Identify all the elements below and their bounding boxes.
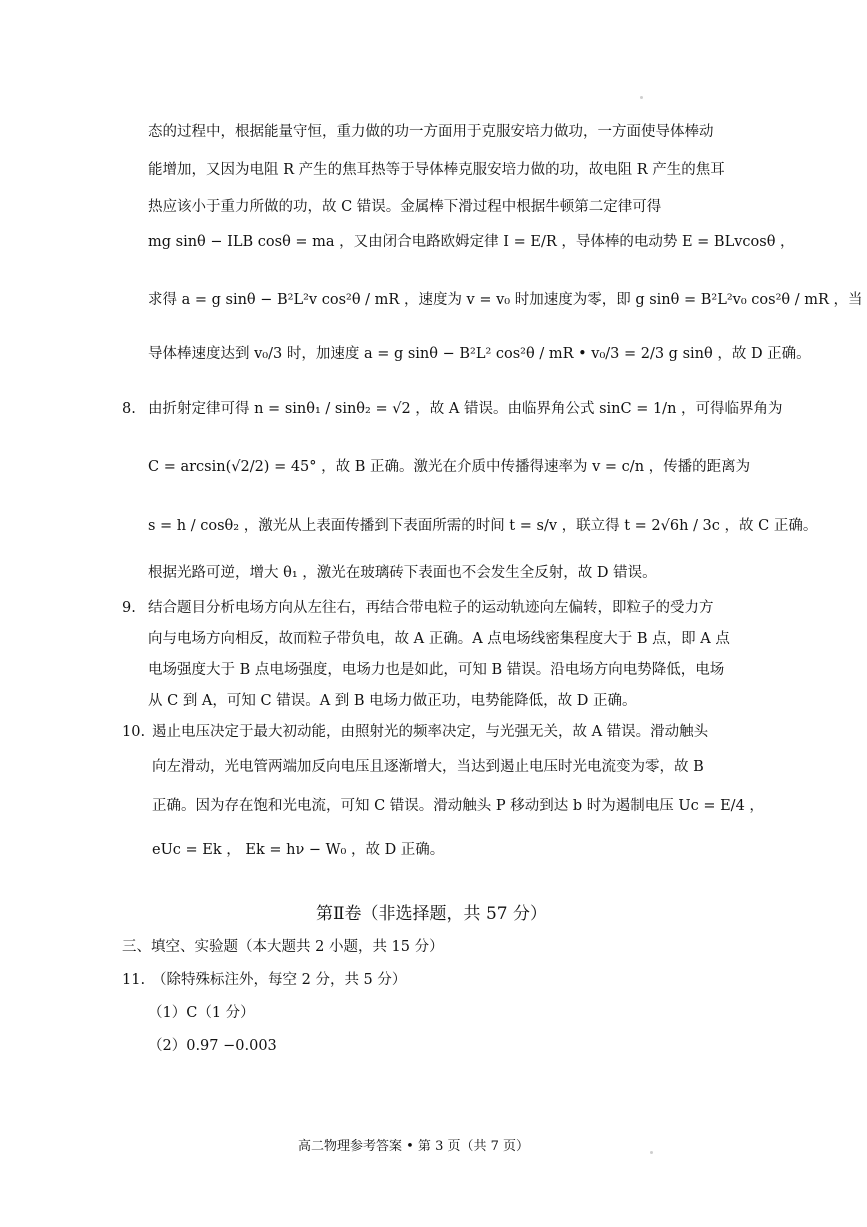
q8-line-2: C = arcsin(√2/2) = 45° ，故 B 正确。激光在介质中传播得速率为 v = c/n ，传播的距离为	[148, 459, 751, 475]
q10-line-3: 正确。因为存在饱和光电流，可知 C 错误。滑动触头 P 移动到达 b 时为遏制电压 Uc = E/4 ，	[152, 798, 764, 814]
q9-number: 9.	[122, 600, 136, 616]
q7-line-1: 态的过程中，根据能量守恒，重力做的功一方面用于克服安培力做功，一方面使导体棒动	[148, 124, 714, 140]
q10-line-4: eUc = Ek ， Ek = hν − W₀ ，故 D 正确。	[152, 842, 445, 858]
q9-line-1: 结合题目分析电场方向从左往右，再结合带电粒子的运动轨迹向左偏转，即粒子的受力方	[148, 600, 714, 616]
q8-line-3: s = h / cosθ₂ ，激光从上表面传播到下表面所需的时间 t = s/v ，联立得 t = 2√6h / 3c ，故 C 正确。	[148, 518, 818, 534]
q11-answer-2: （2）0.97 −0.003	[148, 1038, 277, 1054]
q7-line-3: 热应该小于重力所做的功，故 C 错误。金属棒下滑过程中根据牛顿第二定律可得	[148, 199, 662, 215]
q8-line-4: 根据光路可逆，增大 θ₁ ，激光在玻璃砖下表面也不会发生全反射，故 D 错误。	[148, 565, 657, 581]
q7-line-4: mg sinθ − ILB cosθ = ma ，又由闭合电路欧姆定律 I = E/R ，导体棒的电动势 E = BLvcosθ ，	[148, 234, 795, 250]
q9-line-4: 从 C 到 A，可知 C 错误。A 到 B 电场力做正功，电势能降低，故 D 正确。	[148, 693, 637, 709]
q8-line-1: 由折射定律可得 n = sinθ₁ / sinθ₂ = √2 ，故 A 错误。由临界角公式 sinC = 1/n ，可得临界角为	[148, 401, 783, 417]
part3-title: 三、填空、实验题（本大题共 2 小题，共 15 分）	[122, 939, 444, 955]
q9-line-2: 向与电场方向相反，故而粒子带负电，故 A 正确。A 点电场线密集程度大于 B 点，即 A 点	[148, 631, 730, 647]
scan-mark	[640, 96, 643, 99]
q10-line-1: 遏止电压决定于最大初动能，由照射光的频率决定，与光强无关，故 A 错误。滑动触头	[152, 724, 709, 740]
q11-answer-1: （1）C（1 分）	[148, 1005, 255, 1021]
q11-note: （除特殊标注外，每空 2 分，共 5 分）	[152, 972, 407, 988]
scan-mark	[650, 1151, 653, 1154]
section-ii-title: 第Ⅱ卷（非选择题，共 57 分）	[316, 904, 547, 924]
q9-line-3: 电场强度大于 B 点电场强度，电场力也是如此，可知 B 错误。沿电场方向电势降低，电场	[148, 662, 725, 678]
q7-line-6: 导体棒速度达到 v₀/3 时，加速度 a = g sinθ − B²L² cos²θ / mR • v₀/3 = 2/3 g sinθ ，故 D 正确。	[148, 346, 811, 362]
q7-line-2: 能增加，又因为电阻 R 产生的焦耳热等于导体棒克服安培力做的功，故电阻 R 产生的焦耳	[148, 162, 725, 178]
q10-line-2: 向左滑动，光电管两端加反向电压且逐渐增大，当达到遏止电压时光电流变为零，故 B	[152, 759, 704, 775]
q8-number: 8.	[122, 401, 136, 417]
q10-number: 10.	[122, 724, 146, 740]
page-footer: 高二物理参考答案 • 第 3 页（共 7 页）	[298, 1139, 530, 1154]
q11-number: 11.	[122, 972, 146, 988]
q7-line-5: 求得 a = g sinθ − B²L²v cos²θ / mR ，速度为 v = v₀ 时加速度为零，即 g sinθ = B²L²v₀ cos²θ / mR ，当	[148, 292, 863, 308]
